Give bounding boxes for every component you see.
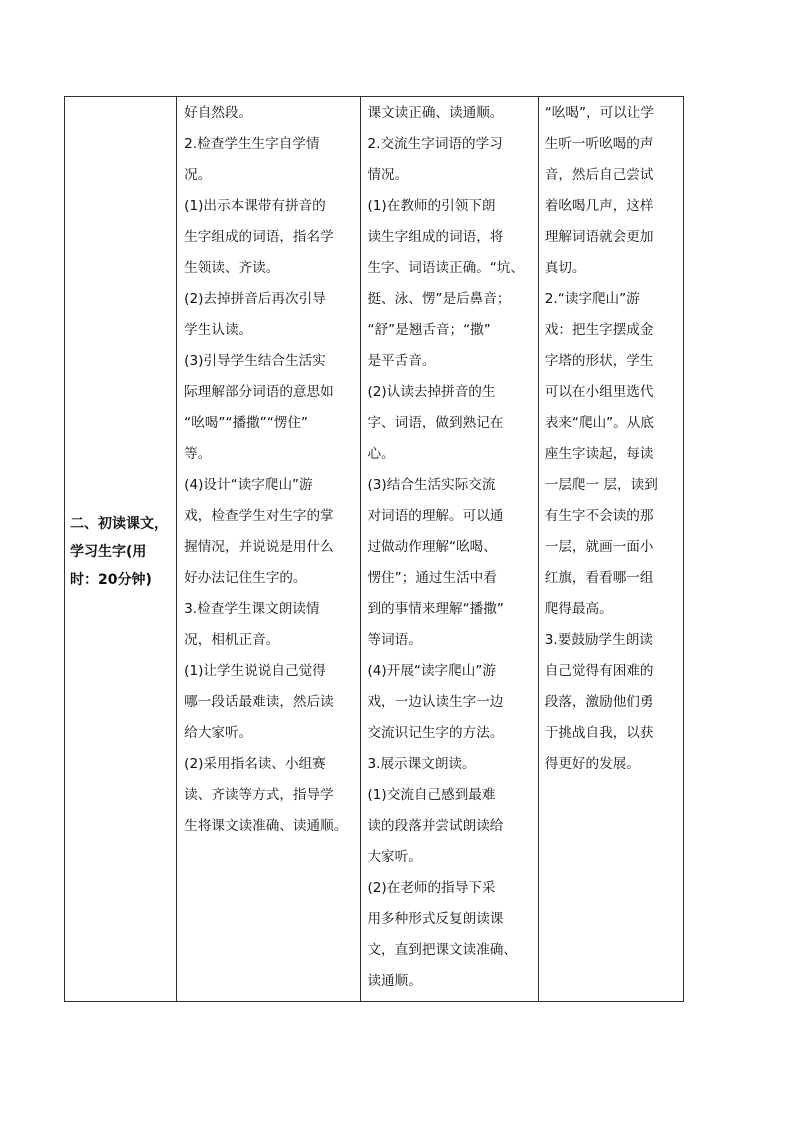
student-activity-text: 课文读正确、读通顺。 2.交流生字词语的学习 情况。 (1)在教师的引领下朗 读生字组成的词语，将 生字、词语读正确。“坑、 挺、泳、愣”是后鼻音； “舒”是翘舌音；“撒” 是平舌音。 (2)认读去掉拼音的生 字、词语，做到熟记在 心。 (3)结合生活实际交流 对词语的理解。可以通 过做动作理解“吆喝、 愣住”；通过生活中看 到的事情来理解“播撒” 等词语。 (4)开展“读字爬山”游 戏，一边认读生字一边 交流识记生字的方法。 3.展示课文朗读。 (1)交流自己感到最难 读的段落并尝试朗读给 大家听。 (2)在老师的指导下采 用多种形式反复朗读课 文，直到把课文读准确、 读通顺。 — [367, 105, 525, 989]
table-row — [65, 97, 684, 1002]
teacher-activity-cell — [177, 97, 361, 1002]
teacher-activity-text: 好自然段。 2.检查学生生字自学情 况。 (1)出示本课带有拼音的 生字组成的词语，指名学 生领读、齐读。 (2)去掉拼音后再次引导 学生认读。 (3)引导学生结合生活实 际理解部分词语的意思如 “吆喝”“播撒”“愣住” 等。 (4)设计“读字爬山”游 戏，检查学生对生字的掌 握情况，并说说是用什么 好办法记住生字的。 3.检查学生课文朗读情 况，相机正音。 (1)让学生说说自己觉得 哪一段话最难读，然后读 给大家听。 (2)采用指名读、小组赛 读、齐读等方式，指导学 生将课文读准确、读通顺。 — [184, 105, 348, 834]
lesson-plan-table — [64, 96, 684, 1002]
student-activity-cell — [361, 97, 538, 1002]
design-intent-text: “吆喝”，可以让学 生听一听吆喝的声 音，然后自己尝试 着吆喝几声，这样 理解词语就会更加 真切。 2.“读字爬山”游 戏：把生字摆成金 字塔的形状，学生 可以在小组里选代 表来“爬山”。从底 座生字读起，每读 一层爬一 层，读到 有生字不会读的那 一层，就画一面小 红旗，看看哪一组 爬得最高。 3.要鼓励学生朗读 自己觉得有困难的 段落，激励他们勇 于挑战自我，以获 得更好的发展。 — [544, 105, 658, 772]
design-intent-cell — [538, 97, 683, 1002]
stage-cell — [65, 97, 177, 1002]
stage-label: 二、初读课文， 学习生字(用 时：20分钟) — [70, 516, 168, 588]
